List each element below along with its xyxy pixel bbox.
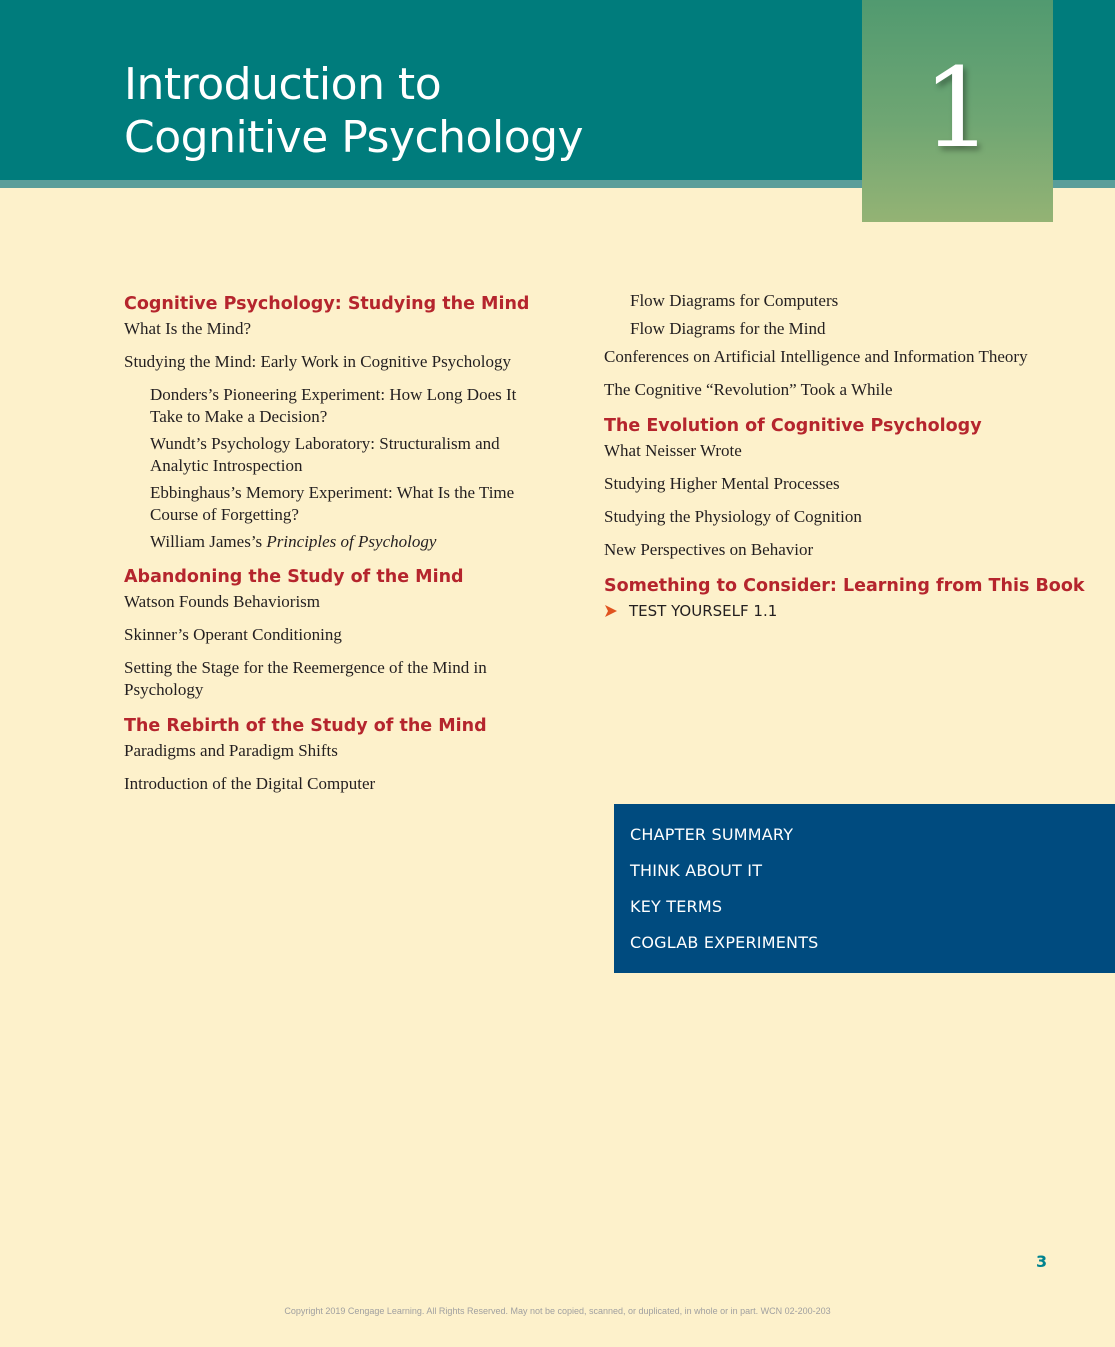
chapter-title-line-2: Cognitive Psychology [124,112,584,163]
toc-item[interactable]: Paradigms and Paradigm Shifts [124,741,338,760]
toc-subitem-line: Ebbinghaus’s Memory Experiment: What Is the Time [150,483,515,502]
chapter-title-line-1: Introduction to [124,59,442,110]
copyright-notice: Copyright 2019 Cengage Learning. All Rights Reserved. May not be copied, scanned, or duplicated, in whole or in part. WCN 02-200-203 [284,1306,831,1316]
toc-item[interactable]: New Perspectives on Behavior [604,540,814,559]
toc-section-heading[interactable]: The Rebirth of the Study of the Mind [124,716,487,736]
end-matter-think-about-it[interactable]: THINK ABOUT IT [630,861,763,880]
toc-subitem-line: Analytic Introspection [150,456,303,475]
toc-item[interactable]: Studying the Mind: Early Work in Cognitive Psychology [124,352,511,371]
toc-subitem[interactable] [124,384,544,428]
toc-subitem[interactable]: Flow Diagrams for the Mind [630,319,826,338]
toc-subitem-text: William James’s [150,532,267,551]
chapter-title [124,58,583,164]
toc-section-heading[interactable]: Cognitive Psychology: Studying the Mind [124,294,530,314]
toc-item-line: Setting the Stage for the Reemergence of the Mind in [124,658,487,677]
toc-item[interactable] [124,657,544,701]
toc-item[interactable]: Studying the Physiology of Cognition [604,507,862,526]
toc-section-heading[interactable]: Something to Consider: Learning from This Book [604,576,1085,596]
book-title: Principles of Psychology [266,532,437,551]
chapter-number: 1 [922,44,993,172]
end-matter-coglab-experiments[interactable]: COGLAB EXPERIMENTS [630,933,819,952]
test-yourself-link[interactable] [604,602,1074,620]
end-matter-list [614,804,1115,961]
toc-item[interactable]: Conferences on Artificial Intelligence and Information Theory [604,347,1028,366]
toc-subitem-line: Take to Make a Decision? [150,407,328,426]
toc-item-line: Psychology [124,680,204,699]
chapter-end-matter-box [614,804,1115,973]
toc-right-column [604,290,1085,620]
end-matter-key-terms[interactable]: KEY TERMS [630,897,723,916]
toc-section-heading[interactable]: Abandoning the Study of the Mind [124,567,464,587]
test-yourself-label: TEST YOURSELF 1.1 [629,602,778,620]
toc-left-column [124,290,544,806]
toc-subitem[interactable] [124,531,544,553]
toc-item[interactable]: Introduction of the Digital Computer [124,774,376,793]
page-number: 3 [1036,1252,1048,1271]
toc-subitem-line: Course of Forgetting? [150,505,299,524]
toc-item[interactable]: The Cognitive “Revolution” Took a While [604,380,893,399]
toc-subitem[interactable] [124,482,544,526]
toc-item[interactable]: Skinner’s Operant Conditioning [124,625,342,644]
toc-section-heading[interactable]: The Evolution of Cognitive Psychology [604,416,982,436]
toc-subitem[interactable] [124,433,544,477]
toc-item[interactable]: What Neisser Wrote [604,441,742,460]
toc-item[interactable]: Watson Founds Behaviorism [124,592,321,611]
end-matter-chapter-summary[interactable]: CHAPTER SUMMARY [630,825,794,844]
arrow-right-icon [604,604,618,618]
toc-subitem-line: Donders’s Pioneering Experiment: How Long Does It [150,385,517,404]
toc-item[interactable]: Studying Higher Mental Processes [604,474,840,493]
toc-subitem[interactable]: Flow Diagrams for Computers [630,291,839,310]
toc-subitem-line: Wundt’s Psychology Laboratory: Structuralism and [150,434,500,453]
toc-item[interactable]: What Is the Mind? [124,319,251,338]
